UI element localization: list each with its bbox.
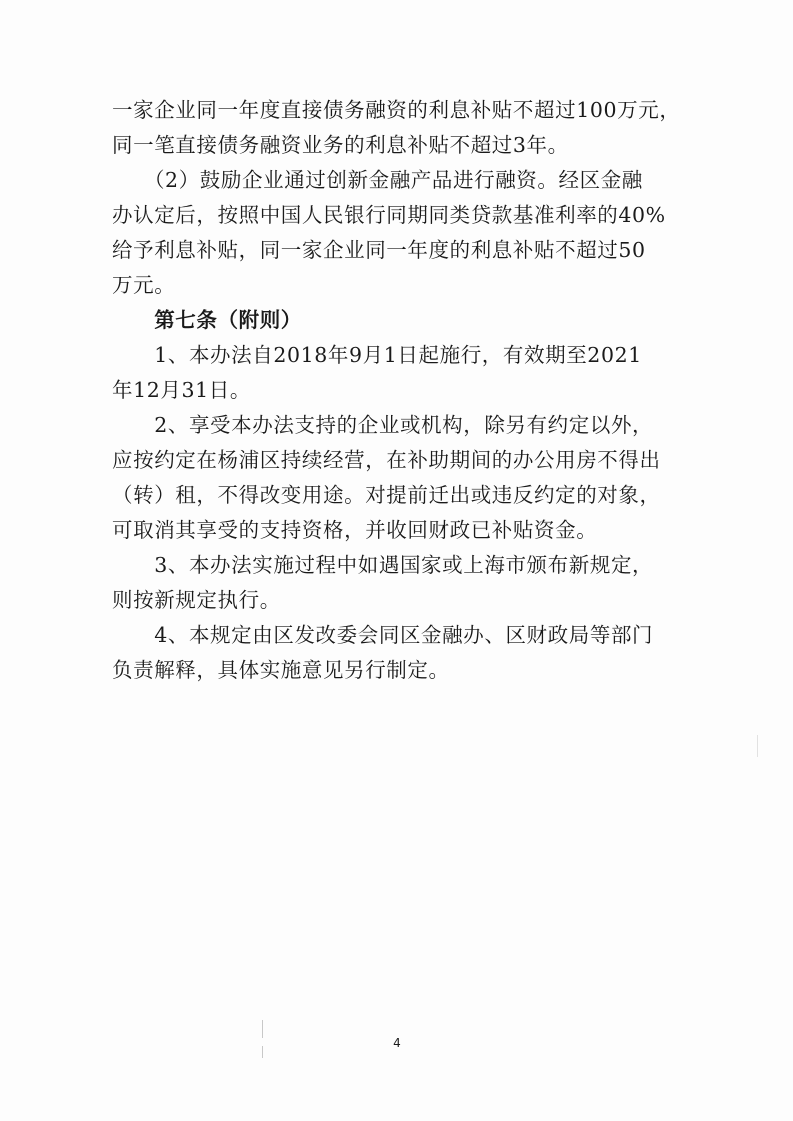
scan-artifact	[262, 1020, 263, 1038]
text-line-13: 3、本办法实施过程中如遇国家或上海市颁布新规定，	[112, 553, 654, 577]
text-line-10: 应按约定在杨浦区持续经营，在补助期间的办公用房不得出	[112, 448, 661, 472]
page-number: 4	[393, 1036, 401, 1050]
text-line-16: 负责解释，具体实施意见另行制定。	[112, 658, 450, 682]
text-line-1: 一家企业同一年度直接债务融资的利息补贴不超过100万元，	[112, 98, 681, 122]
text-line-12: 可取消其享受的支持资格，并收回财政已补贴资金。	[112, 518, 598, 542]
text-line-14: 则按新规定执行。	[112, 588, 281, 612]
text-line-3: （2）鼓励企业通过创新金融产品进行融资。经区金融	[112, 168, 643, 192]
section-heading: 第七条（附则）	[112, 308, 302, 332]
text-line-5: 给予利息补贴，同一家企业同一年度的利息补贴不超过50	[112, 238, 646, 262]
text-line-7: 1、本办法自2018年9月1日起施行，有效期至2021	[112, 343, 642, 367]
text-line-6: 万元。	[112, 273, 176, 297]
text-line-8: 年12月31日。	[112, 378, 251, 402]
text-line-2: 同一笔直接债务融资业务的利息补贴不超过3年。	[112, 133, 569, 157]
text-line-15: 4、本规定由区发改委会同区金融办、区财政局等部门	[112, 623, 654, 647]
scan-artifact	[757, 735, 758, 757]
text-line-11: （转）租，不得改变用途。对提前迁出或违反约定的对象，	[112, 483, 661, 507]
scan-artifact	[262, 1046, 263, 1058]
text-line-9: 2、享受本办法支持的企业或机构，除另有约定以外，	[112, 413, 654, 437]
text-line-4: 办认定后，按照中国人民银行同期同类贷款基准利率的40%	[112, 203, 666, 227]
